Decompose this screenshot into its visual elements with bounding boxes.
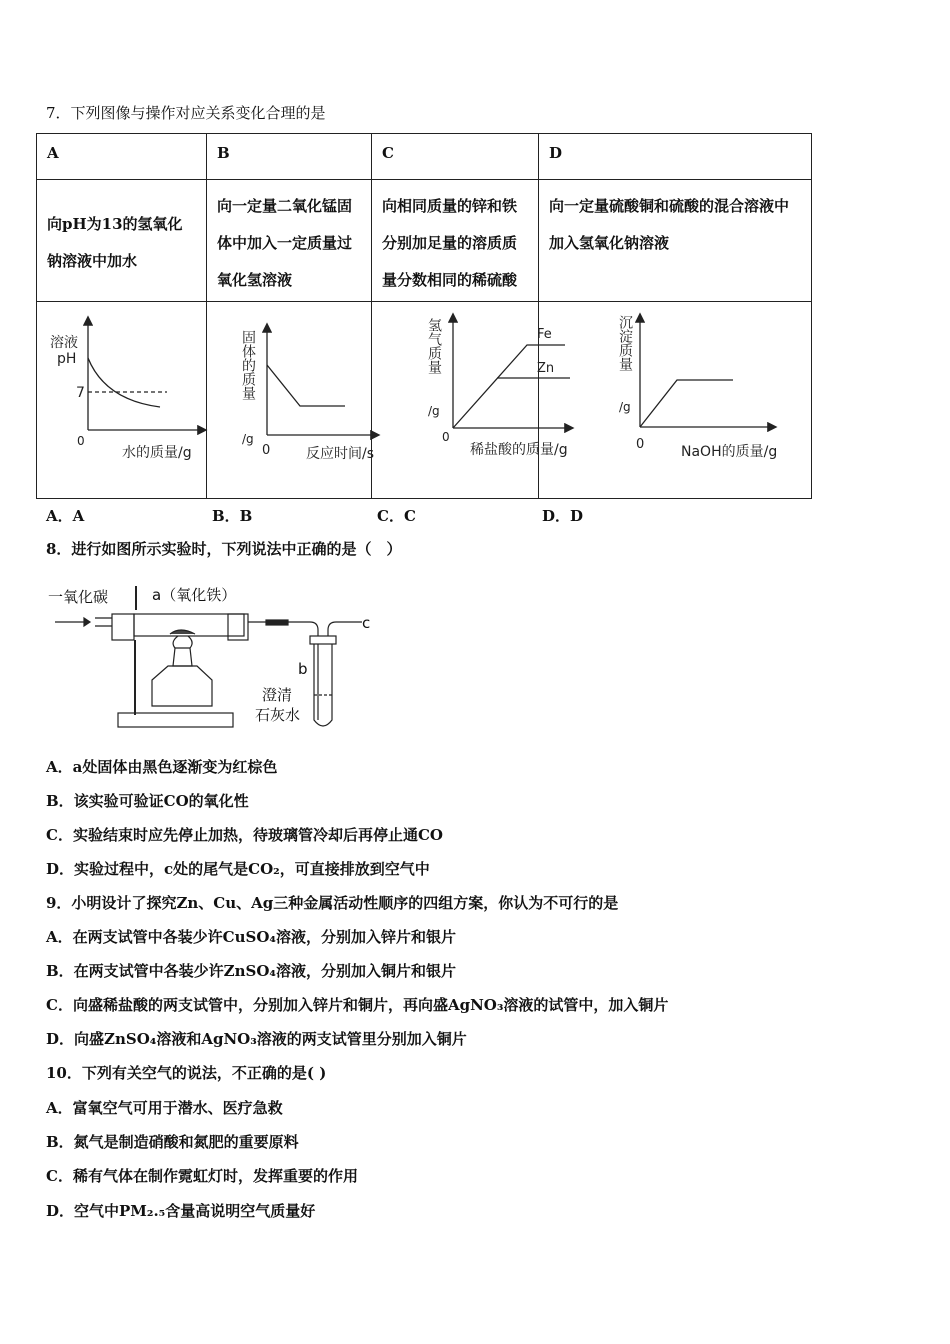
- left-stopper: [112, 614, 134, 640]
- graph-a-ylabel-ph: pH: [57, 351, 77, 367]
- graph-d-unit: /g: [619, 400, 631, 414]
- q7-option-b[interactable]: B．B: [212, 507, 253, 525]
- header-b: B: [207, 134, 372, 180]
- desc-b: 向一定量二氧化锰固体中加入一定质量过氧化氢溶液: [207, 180, 372, 302]
- graph-c-unit: /g: [428, 404, 440, 418]
- label-b: b: [298, 660, 308, 678]
- graph-c-origin: 0: [442, 430, 450, 444]
- q7-option-a[interactable]: A．A: [46, 507, 85, 525]
- graph-c-ylabel: 氢气质量: [426, 318, 442, 374]
- q7-option-c[interactable]: C．C: [377, 507, 416, 525]
- carbon-monoxide-label: 一氧化碳: [48, 588, 109, 606]
- graph-b: [267, 325, 378, 435]
- graph-a-origin: 0: [77, 434, 85, 448]
- graph-c-fe-label: Fe: [537, 327, 552, 342]
- graph-c-zn-label: Zn: [537, 361, 555, 376]
- q9-stem: 9．小明设计了探究Zn、Cu、Ag三种金属活动性顺序的四组方案，你认为不可行的是: [46, 894, 619, 912]
- label-a: a（氧化铁）: [152, 586, 237, 604]
- header-a: A: [37, 134, 207, 180]
- graph-d-xlabel: NaOH的质量/g: [681, 444, 778, 460]
- alcohol-lamp-neck: [173, 648, 192, 666]
- graph-d-line: [640, 380, 733, 427]
- q10-option-c[interactable]: C．稀有气体在制作霓虹灯时，发挥重要的作用: [46, 1167, 358, 1185]
- graph-a-ylabel: 溶液: [50, 335, 78, 351]
- graph-c-xlabel: 稀盐酸的质量/g: [470, 442, 568, 458]
- q8-option-a[interactable]: A．a处固体由黑色逐渐变为红棕色: [46, 758, 278, 776]
- desc-c: 向相同质量的锌和铁分别加足量的溶质质量分数相同的稀硫酸: [372, 180, 539, 302]
- label-c: c: [362, 614, 371, 632]
- q9-option-a[interactable]: A．在两支试管中各装少许CuSO₄溶液，分别加入锌片和银片: [46, 928, 456, 946]
- q10-option-d[interactable]: D．空气中PM₂.₅含量高说明空气质量好: [46, 1202, 316, 1220]
- iron-oxide-sample: [170, 630, 195, 634]
- graph-b-ylabel: 固体的质量: [240, 330, 256, 400]
- header-c: C: [372, 134, 539, 180]
- iron-stand-base: [118, 713, 233, 727]
- graph-d-origin: 0: [636, 437, 645, 452]
- q8-stem: 8．进行如图所示实验时，下列说法中正确的是（ ）: [46, 540, 402, 558]
- q10-option-a[interactable]: A．富氧空气可用于潜水、医疗急救: [46, 1099, 283, 1117]
- q7-stem: 7．下列图像与操作对应关系变化合理的是: [46, 104, 326, 122]
- graph-a-xlabel: 水的质量/g: [122, 445, 192, 461]
- q10-option-b[interactable]: B．氮气是制造硝酸和氮肥的重要原料: [46, 1133, 299, 1151]
- q9-option-c[interactable]: C．向盛稀盐酸的两支试管中，分别加入锌片和铜片，再向盛AgNO₃溶液的试管中，加入铜片: [46, 996, 669, 1014]
- test-tube: [314, 644, 332, 726]
- graph-b-unit: /g: [242, 432, 254, 446]
- graph-b-xlabel: 反应时间/s: [306, 446, 375, 462]
- outlet-tubes: [310, 622, 362, 636]
- graph-d-ylabel: 沉淀质量: [617, 315, 633, 371]
- q7-option-d[interactable]: D．D: [542, 507, 584, 525]
- q8-option-d[interactable]: D．实验过程中，c处的尾气是CO₂，可直接排放到空气中: [46, 860, 430, 878]
- graph-b-origin: 0: [262, 443, 271, 458]
- graph-a-curve: [88, 358, 160, 407]
- limewater-label-1: 澄清: [262, 686, 293, 704]
- q9-option-b[interactable]: B．在两支试管中各装少许ZnSO₄溶液，分别加入铜片和银片: [46, 962, 457, 980]
- alcohol-lamp: [152, 666, 212, 706]
- limewater-label-2: 石灰水: [255, 706, 301, 724]
- desc-d: 向一定量硫酸铜和硫酸的混合溶液中加入氢氧化钠溶液: [539, 180, 812, 302]
- q10-stem: 10．下列有关空气的说法，不正确的是( ): [46, 1064, 327, 1082]
- test-tube-stopper: [310, 636, 336, 644]
- graph-d: [640, 315, 775, 427]
- header-d: D: [539, 134, 812, 180]
- desc-a: 向pH为13的氢氧化钠溶液中加水: [37, 180, 207, 302]
- graph-c-fe-line: [453, 345, 565, 428]
- q9-option-d[interactable]: D．向盛ZnSO₄溶液和AgNO₃溶液的两支试管里分别加入铜片: [46, 1030, 467, 1048]
- rubber-tube: [266, 620, 288, 625]
- flame: [173, 636, 192, 648]
- graph-a: [88, 318, 205, 430]
- q8-option-b[interactable]: B．该实验可验证CO的氧化性: [46, 792, 249, 810]
- q8-option-c[interactable]: C．实验结束时应先停止加热，待玻璃管冷却后再停止通CO: [46, 826, 443, 844]
- graph-a-tick-7: 7: [76, 385, 85, 401]
- graph-b-line: [267, 365, 345, 406]
